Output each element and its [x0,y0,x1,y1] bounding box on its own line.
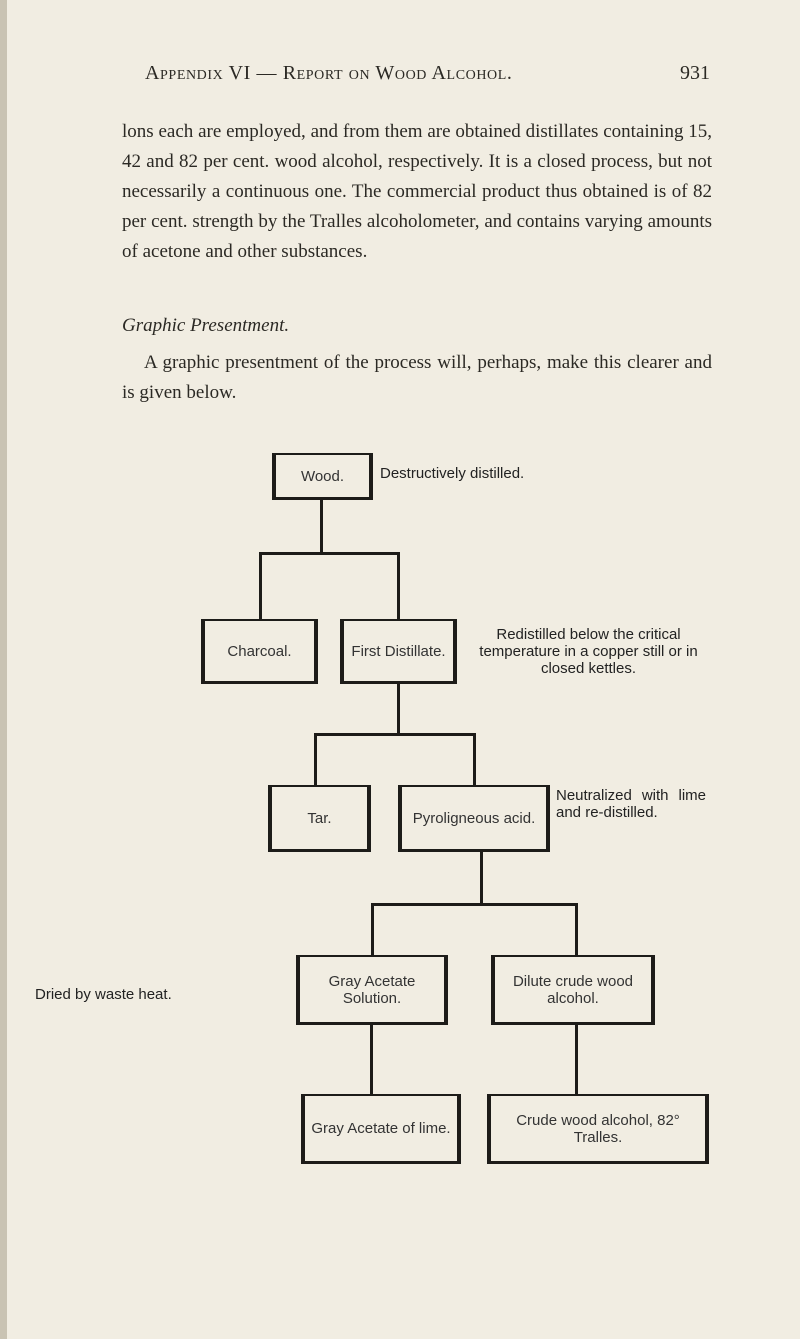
connector [372,903,577,906]
connector [371,903,374,955]
pyroligneous-box: Pyroligneous acid. [398,785,550,852]
dilute-crude-box: Dilute crude wood alcohol. [491,955,655,1025]
gray-acetate-solution-box: Gray Acetate Solution. [296,955,448,1025]
connector [473,733,476,786]
connector [397,684,400,734]
paragraph-2: A graphic presentment of the process will, perhaps, make this clearer and is given below. [122,352,712,403]
charcoal-box: Charcoal. [201,619,318,684]
gray-acetate-lime-box: Gray Acetate of lime. [301,1094,461,1164]
connector [320,500,323,553]
connector [575,903,578,955]
gray-acetate-note: Dried by waste heat. [35,986,172,1003]
paragraph-1: lons each are employed, and from them are obtained distillates containing 15, 42 and 82 per cent. wood alcohol, respectively. It is a closed process, but not necessarily a continuous one. The commercial product thus obtained is of 82 per cent. strength by the Tralles alcoholometer, and contains varying amounts of acetone and other substances. [122,121,712,262]
wood-note: Destructively distilled. [380,465,525,482]
running-header [0,62,800,88]
wood-box: Wood. [272,453,373,500]
connector [260,552,398,555]
connector [314,733,317,786]
crude-wood-alcohol-box: Crude wood alcohol, 82° Tralles. [487,1094,709,1164]
first-distillate-box: First Distillate. [340,619,457,684]
connector [575,1025,578,1095]
running-head: Appendix VI — Report on Wood Alcohol. [145,62,513,84]
section-heading: Graphic Presentment. [122,315,290,336]
connector [480,852,483,904]
connector [315,733,475,736]
first-distillate-note: Redistilled below the critical temperature in a copper still or in closed kettles. [479,626,698,677]
tar-box: Tar. [268,785,371,852]
page-number: 931 [680,62,710,84]
pyroligneous-note: Neutralized with lime and re-distilled. [556,787,706,821]
connector [370,1025,373,1095]
connector [397,552,400,620]
page-edge [0,0,7,1339]
connector [259,552,262,620]
